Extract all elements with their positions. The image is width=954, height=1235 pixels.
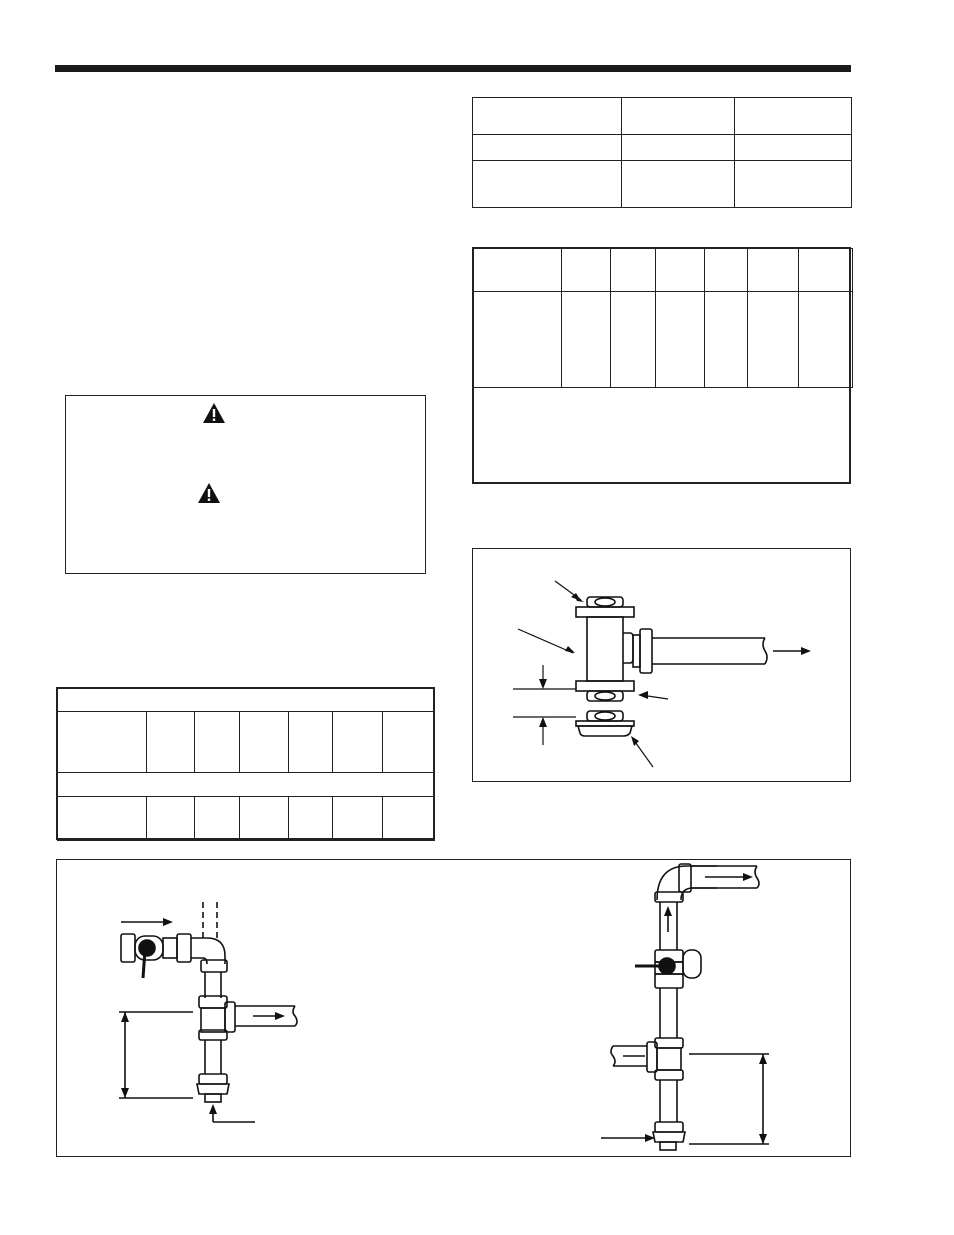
table-header-cell [195, 712, 240, 773]
table-cell [611, 292, 656, 388]
table-cell [147, 797, 195, 841]
table-header-cell [474, 249, 562, 292]
table-cell [473, 135, 622, 161]
table-subheader [58, 773, 435, 797]
table-cell [383, 797, 435, 841]
table-top-right [472, 97, 852, 208]
drip-leg-drawing [473, 549, 850, 781]
table-cell [240, 797, 289, 841]
table-mid-right-grid [473, 248, 853, 388]
table-row [473, 98, 852, 135]
table-cell [58, 797, 147, 841]
table-header-cell [656, 249, 705, 292]
table-cell [735, 161, 852, 208]
table-row [58, 712, 435, 773]
figure-drip-leg [472, 548, 851, 782]
table-cell [195, 797, 240, 841]
table-header-cell [799, 249, 853, 292]
table-cell [748, 292, 799, 388]
table-header-cell [58, 712, 147, 773]
table-header-cell [611, 249, 656, 292]
table-cell [473, 161, 622, 208]
warning-triangle-icon [202, 402, 226, 424]
table-cell [799, 292, 853, 388]
table-cell [622, 135, 735, 161]
table-cell [622, 161, 735, 208]
table-cell [656, 292, 705, 388]
table-cell [622, 98, 735, 135]
table-header-cell [748, 249, 799, 292]
table-cell [474, 292, 562, 388]
table-cell [735, 135, 852, 161]
table-row [58, 797, 435, 841]
table-row [473, 135, 852, 161]
table-left-grid [57, 711, 435, 841]
table-header-cell [562, 249, 611, 292]
table-mid-right [472, 247, 851, 484]
table-row [58, 773, 435, 797]
table-row [473, 161, 852, 208]
table-cell [705, 292, 748, 388]
table-cell [289, 797, 333, 841]
table-row [474, 249, 853, 292]
table-row [474, 292, 853, 388]
table-cell [562, 292, 611, 388]
table-header-cell [240, 712, 289, 773]
table-header-cell [383, 712, 435, 773]
table-cell [473, 98, 622, 135]
table-header-cell [333, 712, 383, 773]
table-cell [333, 797, 383, 841]
header-rule [55, 65, 851, 72]
figure-piping [56, 859, 851, 1157]
table-header-cell [705, 249, 748, 292]
warning-triangle-icon [197, 482, 221, 504]
table-cell [735, 98, 852, 135]
table-header-cell [147, 712, 195, 773]
warning-box [65, 395, 426, 574]
table-left [56, 687, 435, 840]
table-header-cell [289, 712, 333, 773]
piping-drawing [57, 860, 850, 1156]
